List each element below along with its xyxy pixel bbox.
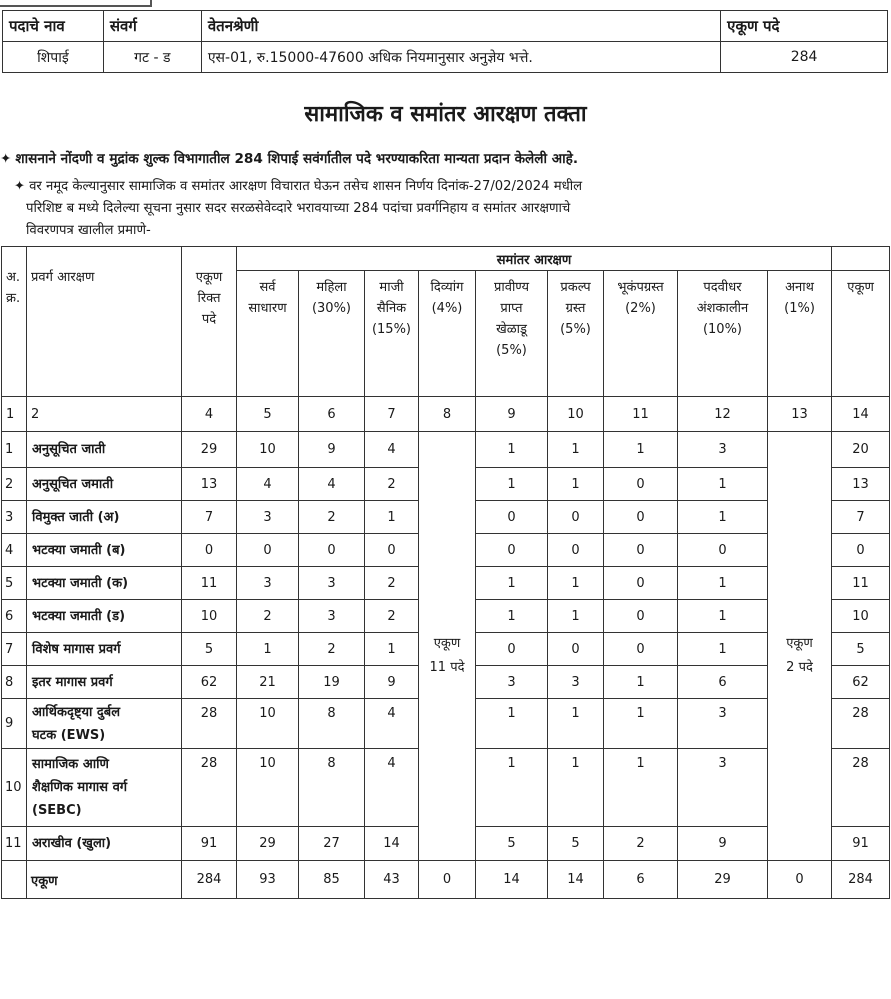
row-sports: 0 — [476, 534, 548, 567]
parallel-reservation-header: समांतर आरक्षण — [237, 247, 832, 271]
column-number-row — [2, 397, 890, 432]
row-sr: 11 — [2, 827, 27, 861]
cadre: गट - ड — [103, 42, 201, 73]
row-vacant: 5 — [182, 633, 237, 666]
col-project-line: (5%) — [560, 322, 591, 337]
row-graduate: 0 — [678, 534, 768, 567]
orphan-merged-cell — [768, 432, 832, 861]
row-graduate: 1 — [678, 501, 768, 534]
row-sports: 0 — [476, 501, 548, 534]
row-total: 0 — [832, 534, 890, 567]
row-women: 2 — [299, 633, 365, 666]
diamond-bullet-icon: ✦ — [0, 151, 12, 167]
row-total: 10 — [832, 600, 890, 633]
total-orp: 0 — [768, 861, 832, 899]
col-sports-line: प्राप्त — [500, 301, 523, 316]
col-category-header: प्रवर्ग आरक्षण — [27, 247, 182, 397]
row-women: 8 — [299, 749, 365, 827]
row-project: 1 — [548, 749, 604, 827]
disabled-merged-line: 11 पदे — [429, 660, 465, 675]
col-women-line: महिला — [316, 280, 347, 295]
col-project-line: ग्रस्त — [565, 301, 586, 316]
row-general: 21 — [237, 666, 299, 699]
row-category-line: अराखीव (खुला) — [32, 836, 112, 851]
row-exservice: 14 — [365, 827, 419, 861]
diamond-bullet-icon: ✦ — [14, 179, 26, 194]
col-exservice-line: माजी — [379, 280, 404, 295]
col-project-header — [548, 271, 604, 397]
row-vacant: 29 — [182, 432, 237, 468]
intro-text: शासनाने नोंदणी व मुद्रांक शुल्क विभागातील 284 शिपाई सवंर्गातील पदे भरण्याकरिता मान्यता प्रदान केलेली आहे. — [15, 151, 579, 167]
col-project-line: प्रकल्प — [560, 280, 591, 295]
pay-scale: एस-01, रु.15000-47600 अधिक नियमानुसार अनुज्ञेय भत्ते. — [201, 42, 720, 73]
col-women-header — [299, 271, 365, 397]
row-general: 10 — [237, 432, 299, 468]
row-vacant: 7 — [182, 501, 237, 534]
col-exservice-line: सैनिक — [376, 301, 407, 316]
row-exservice: 2 — [365, 567, 419, 600]
total-exs: 43 — [365, 861, 419, 899]
row-exservice: 4 — [365, 749, 419, 827]
col-women-line: (30%) — [311, 301, 352, 316]
col-vacant-line: पदे — [201, 312, 217, 327]
total-wom: 85 — [299, 861, 365, 899]
row-sr: 1 — [2, 432, 27, 468]
row-exservice: 1 — [365, 501, 419, 534]
header-post-name: पदाचे नाव — [3, 11, 104, 42]
row-exservice: 0 — [365, 534, 419, 567]
row-total: 13 — [832, 468, 890, 501]
col-sports-line: खेळाडू — [496, 322, 527, 337]
total-tot: 284 — [832, 861, 890, 899]
reservation-table — [1, 246, 890, 899]
col-orphan-header — [768, 271, 832, 397]
post-table-row — [3, 42, 888, 73]
row-total: 91 — [832, 827, 890, 861]
explanation-line-2: परिशिष्ट ब मध्ये दिलेल्या सूचना नुसार सदर सरळसेवेव्दारे भरावयाच्या 284 पदांचा प्रवर्गनिहाय व समांतर आरक्षणाचे — [26, 201, 571, 216]
row-graduate: 9 — [678, 827, 768, 861]
col-earthquake-line: भूकंपग्रस्त — [617, 280, 664, 295]
col-sports-header — [476, 271, 548, 397]
disabled-merged-line: एकूण — [433, 636, 461, 651]
total-row — [2, 861, 890, 899]
col-disabled-header — [419, 271, 476, 397]
header-cadre: संवर्ग — [103, 11, 201, 42]
col-sr-line: अ. — [6, 270, 21, 285]
col-sr-line: क्र. — [6, 291, 21, 306]
row-category-line: भटक्या जमाती (ब) — [32, 542, 126, 558]
row-category — [27, 827, 182, 861]
row-graduate: 1 — [678, 468, 768, 501]
row-sports: 1 — [476, 749, 548, 827]
row-exservice: 4 — [365, 432, 419, 468]
group-header-row — [2, 247, 890, 271]
row-women: 4 — [299, 468, 365, 501]
col-total-header: एकूण — [832, 271, 890, 397]
total-ear: 6 — [604, 861, 678, 899]
row-project: 5 — [548, 827, 604, 861]
total-pro: 14 — [548, 861, 604, 899]
row-earthquake: 0 — [604, 534, 678, 567]
col-vacant-header — [182, 247, 237, 397]
row-exservice: 1 — [365, 633, 419, 666]
explanation-line-3: विवरणपत्र खालील प्रमाणे- — [26, 223, 151, 238]
col-sr-header — [2, 247, 27, 397]
row-sports: 1 — [476, 600, 548, 633]
col-graduate-line: अंशकालीन — [696, 301, 749, 316]
col-vacant-line: एकूण — [195, 270, 223, 285]
row-general: 29 — [237, 827, 299, 861]
row-sports: 1 — [476, 699, 548, 749]
row-exservice: 2 — [365, 468, 419, 501]
row-sports: 1 — [476, 567, 548, 600]
col-graduate-line: पदवीधर — [703, 280, 742, 295]
col-sports-line: प्रावीण्य — [493, 280, 530, 295]
row-exservice: 4 — [365, 699, 419, 749]
row-exservice: 2 — [365, 600, 419, 633]
row-sr: 10 — [2, 749, 27, 827]
row-category — [27, 749, 182, 827]
row-project: 0 — [548, 633, 604, 666]
row-women: 9 — [299, 432, 365, 468]
row-graduate: 1 — [678, 633, 768, 666]
row-vacant: 0 — [182, 534, 237, 567]
row-sports: 0 — [476, 633, 548, 666]
total-gen: 93 — [237, 861, 299, 899]
row-vacant: 10 — [182, 600, 237, 633]
column-number: 7 — [365, 397, 419, 432]
row-total: 28 — [832, 749, 890, 827]
col-orphan-line: अनाथ — [785, 280, 814, 295]
column-number: 8 — [419, 397, 476, 432]
total-posts: 284 — [721, 42, 888, 73]
row-general: 4 — [237, 468, 299, 501]
row-category-line: भटक्या जमाती (क) — [32, 575, 129, 591]
row-graduate: 6 — [678, 666, 768, 699]
row-category — [27, 534, 182, 567]
row-women: 27 — [299, 827, 365, 861]
row-total: 28 — [832, 699, 890, 749]
col-exservice-header — [365, 271, 419, 397]
total-sr-blank — [2, 861, 27, 899]
row-category-line: अनुसूचित जाती — [32, 442, 106, 457]
col-general-line: सर्व — [259, 280, 276, 295]
header-pay-scale: वेतनश्रेणी — [201, 11, 720, 42]
row-project: 1 — [548, 567, 604, 600]
row-earthquake: 0 — [604, 468, 678, 501]
orphan-merged-line: 2 पदे — [786, 660, 813, 675]
row-women: 2 — [299, 501, 365, 534]
row-category-line: (SEBC) — [32, 803, 82, 818]
row-category — [27, 432, 182, 468]
col-graduate-line: (10%) — [702, 322, 743, 337]
column-number: 2 — [27, 397, 182, 432]
row-graduate: 3 — [678, 749, 768, 827]
column-number: 10 — [548, 397, 604, 432]
row-category-line: भटक्या जमाती (ड) — [32, 608, 126, 624]
row-category — [27, 666, 182, 699]
column-number: 9 — [476, 397, 548, 432]
col-disabled-line: दिव्यांग — [430, 280, 464, 295]
disabled-merged-cell — [419, 432, 476, 861]
row-category-line: विशेष मागास प्रवर्ग — [32, 641, 121, 657]
row-vacant: 28 — [182, 699, 237, 749]
row-earthquake: 0 — [604, 567, 678, 600]
table-row — [2, 432, 890, 468]
row-category — [27, 567, 182, 600]
row-category-line: सामाजिक आणि — [32, 757, 109, 772]
row-category-line: आर्थिकदृष्ट्या दुर्बल — [32, 704, 121, 720]
row-women: 3 — [299, 600, 365, 633]
col-earthquake-line: (2%) — [625, 301, 656, 316]
column-number: 1 — [2, 397, 27, 432]
explanation-paragraph — [14, 176, 582, 242]
row-general: 10 — [237, 699, 299, 749]
row-general: 3 — [237, 501, 299, 534]
col-exservice-line: (15%) — [371, 322, 412, 337]
row-total: 20 — [832, 432, 890, 468]
explanation-line-1: वर नमूद केल्यानुसार सामाजिक व समांतर आरक्षण विचारात घेऊन तसेच शासन निर्णय दिनांक-27/02/2024 मधील — [29, 179, 583, 194]
row-sr: 8 — [2, 666, 27, 699]
row-project: 0 — [548, 501, 604, 534]
row-vacant: 11 — [182, 567, 237, 600]
col-general-line: साधारण — [248, 301, 287, 316]
total-label: एकूण — [27, 861, 182, 899]
col-earthquake-header — [604, 271, 678, 397]
total-spo: 14 — [476, 861, 548, 899]
row-category-line: अनुसूचित जमाती — [32, 476, 114, 492]
total-gra: 29 — [678, 861, 768, 899]
column-number: 4 — [182, 397, 237, 432]
row-category — [27, 600, 182, 633]
row-sports: 1 — [476, 468, 548, 501]
blank-header-cell — [832, 247, 890, 271]
row-sports: 1 — [476, 432, 548, 468]
row-earthquake: 0 — [604, 501, 678, 534]
row-general: 2 — [237, 600, 299, 633]
column-number: 5 — [237, 397, 299, 432]
row-vacant: 62 — [182, 666, 237, 699]
row-sr: 6 — [2, 600, 27, 633]
total-dis: 0 — [419, 861, 476, 899]
header-total-posts: एकूण पदे — [721, 11, 888, 42]
row-project: 0 — [548, 534, 604, 567]
row-category — [27, 699, 182, 749]
row-vacant: 91 — [182, 827, 237, 861]
col-vacant-line: रिक्त — [197, 291, 221, 306]
total-vac: 284 — [182, 861, 237, 899]
row-category — [27, 468, 182, 501]
row-earthquake: 0 — [604, 633, 678, 666]
row-sports: 3 — [476, 666, 548, 699]
col-disabled-line: (4%) — [431, 301, 463, 316]
column-number: 12 — [678, 397, 768, 432]
row-sr: 2 — [2, 468, 27, 501]
row-general: 1 — [237, 633, 299, 666]
row-general: 0 — [237, 534, 299, 567]
row-category-line: घटक (EWS) — [32, 727, 106, 743]
col-sports-line: (5%) — [496, 343, 527, 358]
intro-paragraph — [0, 148, 578, 167]
row-general: 10 — [237, 749, 299, 827]
row-women: 19 — [299, 666, 365, 699]
row-sr: 4 — [2, 534, 27, 567]
row-earthquake: 1 — [604, 699, 678, 749]
row-sr: 9 — [2, 699, 27, 749]
row-project: 3 — [548, 666, 604, 699]
row-project: 1 — [548, 468, 604, 501]
row-earthquake: 0 — [604, 600, 678, 633]
row-women: 0 — [299, 534, 365, 567]
orphan-merged-line: एकूण — [786, 636, 813, 651]
row-earthquake: 1 — [604, 432, 678, 468]
column-number: 11 — [604, 397, 678, 432]
post-name: शिपाई — [3, 42, 104, 73]
row-project: 1 — [548, 600, 604, 633]
row-project: 1 — [548, 699, 604, 749]
row-earthquake: 1 — [604, 666, 678, 699]
post-summary-table — [2, 10, 888, 73]
row-total: 7 — [832, 501, 890, 534]
row-women: 8 — [299, 699, 365, 749]
row-sr: 3 — [2, 501, 27, 534]
previous-section-edge — [0, 0, 152, 7]
row-graduate: 3 — [678, 699, 768, 749]
row-general: 3 — [237, 567, 299, 600]
row-sr: 5 — [2, 567, 27, 600]
row-category — [27, 633, 182, 666]
row-category-line: इतर मागास प्रवर्ग — [32, 674, 113, 690]
row-vacant: 13 — [182, 468, 237, 501]
row-exservice: 9 — [365, 666, 419, 699]
row-project: 1 — [548, 432, 604, 468]
row-earthquake: 1 — [604, 749, 678, 827]
column-number: 6 — [299, 397, 365, 432]
column-number: 14 — [832, 397, 890, 432]
row-category-line: शैक्षणिक मागास वर्ग — [32, 780, 128, 795]
post-table-header — [3, 11, 888, 42]
row-category — [27, 501, 182, 534]
row-sports: 5 — [476, 827, 548, 861]
page-title: सामाजिक व समांतर आरक्षण तक्ता — [304, 102, 587, 127]
row-total: 5 — [832, 633, 890, 666]
row-graduate: 3 — [678, 432, 768, 468]
row-total: 62 — [832, 666, 890, 699]
column-number: 13 — [768, 397, 832, 432]
row-earthquake: 2 — [604, 827, 678, 861]
row-graduate: 1 — [678, 600, 768, 633]
col-orphan-line: (1%) — [784, 301, 815, 316]
row-sr: 7 — [2, 633, 27, 666]
row-women: 3 — [299, 567, 365, 600]
row-graduate: 1 — [678, 567, 768, 600]
row-total: 11 — [832, 567, 890, 600]
row-category-line: विमुक्त जाती (अ) — [32, 509, 120, 525]
col-general-header — [237, 271, 299, 397]
row-vacant: 28 — [182, 749, 237, 827]
col-graduate-header — [678, 271, 768, 397]
